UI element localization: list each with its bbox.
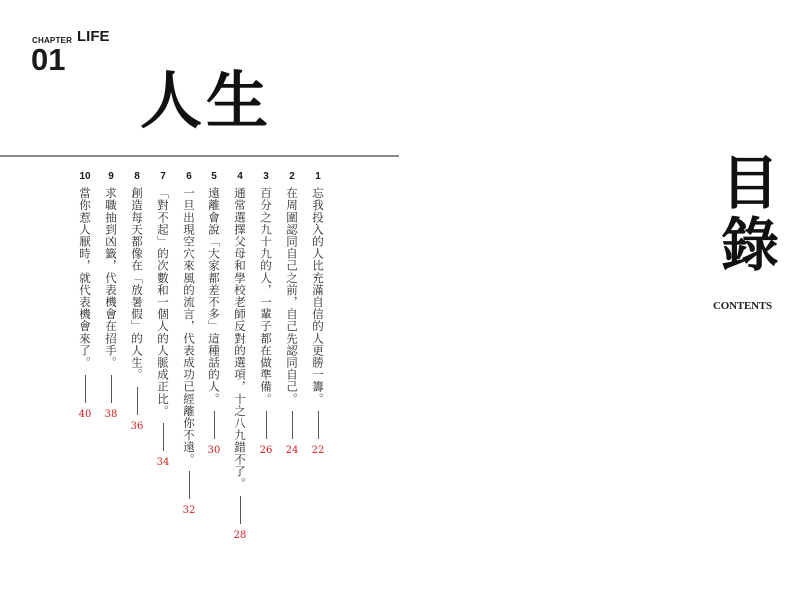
leader-line: [85, 375, 86, 403]
toc-text: 「對不起」的次數和一個人的人脈成正比。: [156, 187, 170, 417]
toc-text: 百分之九十九的人，一輩子都在做準備。: [259, 187, 273, 405]
toc-page-number: 32: [182, 505, 196, 517]
toc-page-number: 28: [233, 529, 247, 541]
contents-english-label: CONTENTS: [713, 300, 772, 312]
toc-number: 1: [315, 171, 321, 182]
toc-number: 4: [237, 171, 243, 182]
toc-text: 遠離會說「大家都差不多」這種話的人。: [207, 187, 221, 405]
toc-page-number: 26: [259, 444, 273, 456]
toc-page-number: 34: [156, 456, 170, 468]
toc-item-5[interactable]: [207, 172, 221, 456]
toc-item-1[interactable]: [311, 172, 325, 456]
toc-item-6[interactable]: [182, 172, 196, 516]
toc-text: 當你惹人厭時，就代表機會來了。: [78, 187, 92, 369]
toc-page-number: 30: [207, 444, 221, 456]
toc-page-number: 36: [130, 420, 144, 432]
leader-line: [266, 411, 267, 439]
toc-number: 8: [134, 171, 140, 182]
toc-item-2[interactable]: [285, 172, 299, 456]
chapter-number: 01: [31, 42, 66, 77]
toc-page-number: 22: [311, 444, 325, 456]
divider-rule: [0, 155, 399, 157]
leader-line: [111, 375, 112, 403]
toc-page-number: 38: [104, 408, 118, 420]
leader-line: [292, 411, 293, 439]
toc-item-3[interactable]: [259, 172, 273, 456]
chapter-name: LIFE: [77, 28, 110, 45]
toc-item-7[interactable]: [156, 172, 170, 468]
toc-text: 創造每天都像在「放暑假」的人生。: [130, 187, 144, 381]
toc-item-9[interactable]: [104, 172, 118, 420]
toc-text: 通常選擇父母和學校老師反對的選項，十之八九錯不了。: [233, 187, 247, 490]
leader-line: [137, 387, 138, 415]
toc-number: 7: [160, 171, 166, 182]
toc-text: 求職抽到凶籤，代表機會在招手。: [104, 187, 118, 369]
toc-page-number: 24: [285, 444, 299, 456]
toc-text: 在周圍認同自己之前，自己先認同自己。: [285, 187, 299, 405]
leader-line: [318, 411, 319, 439]
toc-item-4[interactable]: [233, 172, 247, 541]
toc-number: 5: [211, 171, 217, 182]
toc-number: 6: [186, 171, 192, 182]
toc-number: 10: [79, 171, 91, 182]
leader-line: [240, 496, 241, 524]
toc-number: 3: [263, 171, 269, 182]
toc-text: 忘我投入的人比充滿自信的人更勝一籌。: [311, 187, 325, 405]
leader-line: [163, 423, 164, 451]
toc-number: 2: [289, 171, 295, 182]
toc-text: 一旦出現空穴來風的流言，代表成功已經離你不遠。: [182, 187, 196, 466]
toc-page-number: 40: [78, 408, 92, 420]
toc-item-8[interactable]: [130, 172, 144, 432]
chapter-title: 人生: [140, 64, 273, 137]
toc-item-10[interactable]: [78, 172, 92, 420]
chapter-label: CHAPTER: [32, 36, 73, 45]
contents-title: 目錄: [711, 152, 779, 276]
leader-line: [214, 411, 215, 439]
toc-number: 9: [108, 171, 114, 182]
leader-line: [189, 471, 190, 499]
